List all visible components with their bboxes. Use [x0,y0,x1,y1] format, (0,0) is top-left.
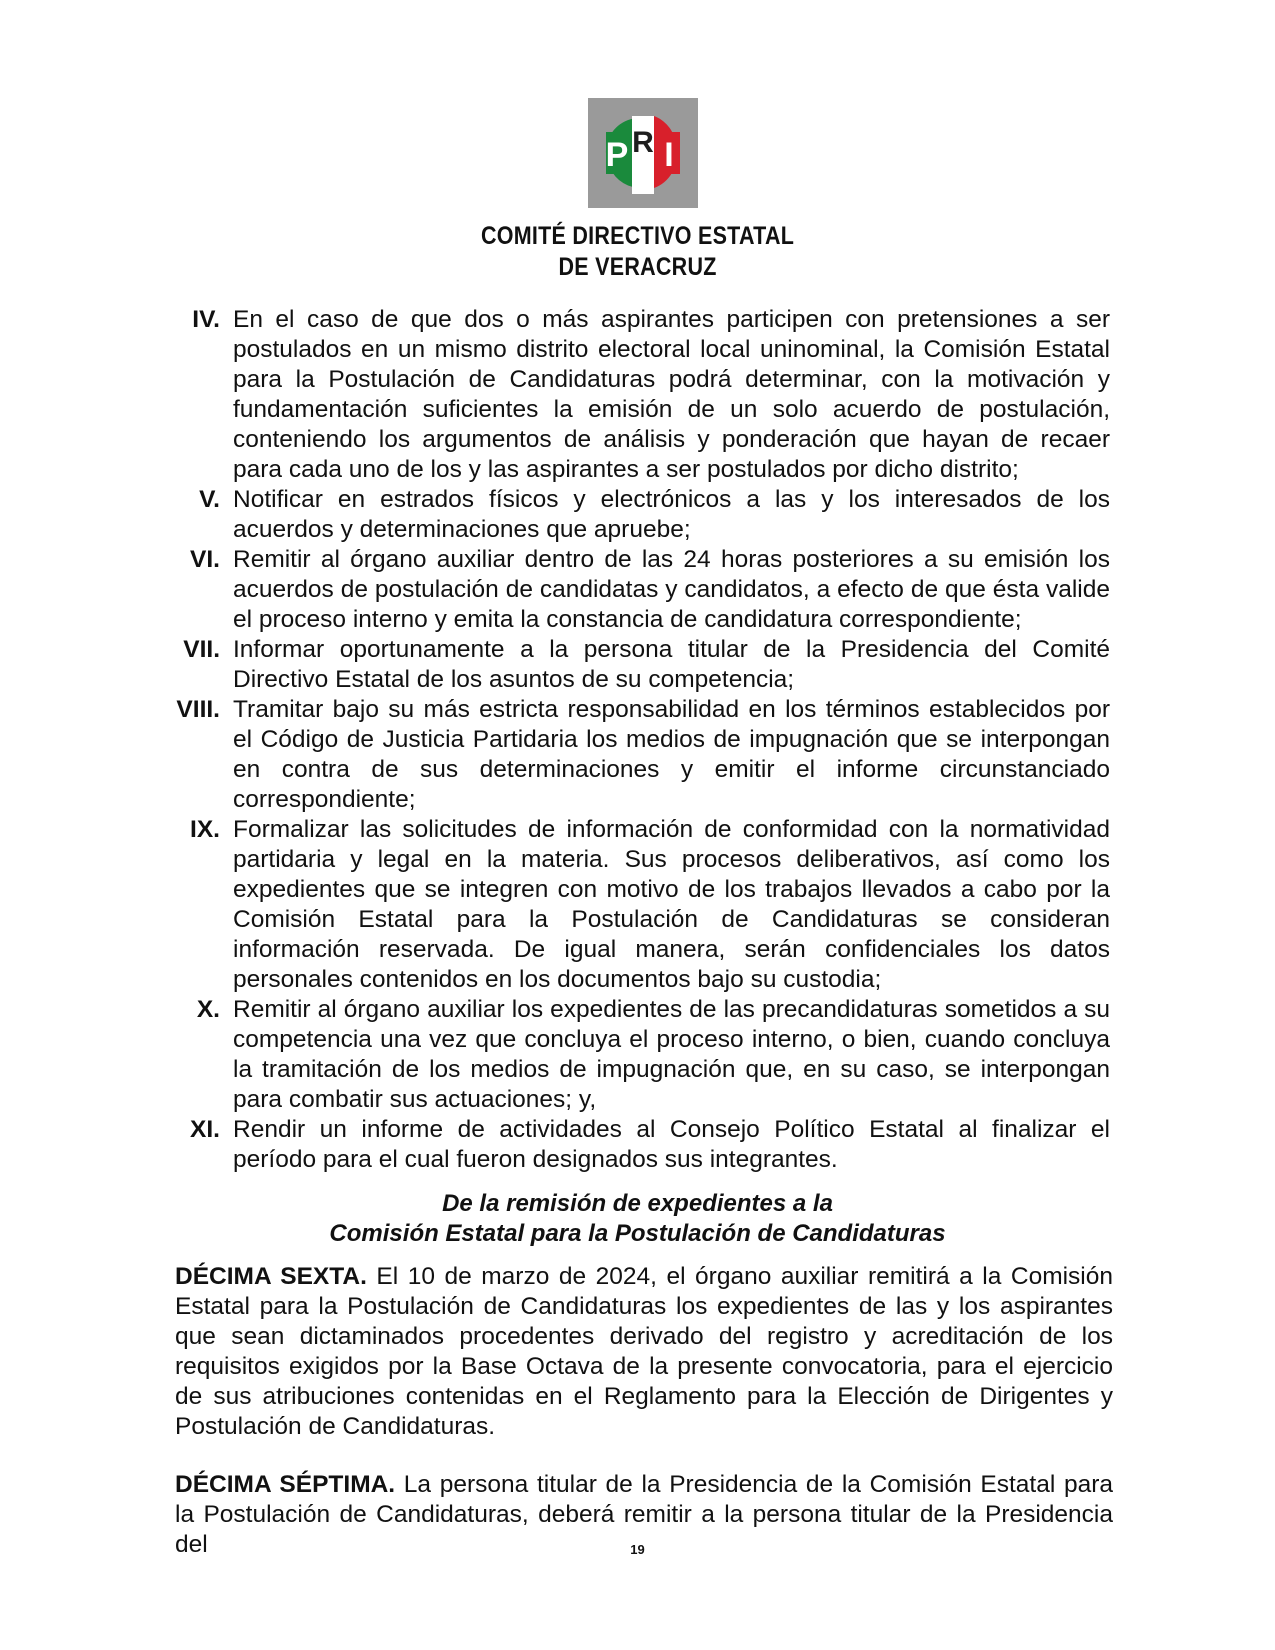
list-item-text: En el caso de que dos o más aspirantes participen con pretensiones a ser postulados en un mismo distrito electoral local uninominal, la Comisión Estatal para la Postulación de Candidaturas podrá determinar, con la motivación y fundamentación suficientes la emisión de un solo acuerdo de postulación, conteniendo los argumentos de análisis y ponderación que hayan de recaer para cada uno de los y las aspirantes a ser postulados por dicho distrito; [233,306,1110,483]
list-item-text: Formalizar las solicitudes de información de conformidad con la normatividad partidaria y legal en la materia. Sus procesos deliberativos, así como los expedientes que se integren con motivo de los trabajos llevados a cabo por la Comisión Estatal para la Postulación de Candidaturas se consideran información reservada. De igual manera, serán confidenciales los datos personales contenidos en los documentos bajo su custodia; [233,816,1110,993]
clause-text: El 10 de marzo de 2024, el órgano auxiliar remitirá a la Comisión Estatal para la Postulación de Candidaturas los expedientes de las y los aspirantes que sean dictaminados procedentes derivado del registro y acreditación de los requisitos exigidos por la Base Octava de la presente convocatoria, para el ejercicio de sus atribuciones contenidas en el Reglamento para la Elección de Dirigentes y Postulación de Candidaturas. [175,1263,1113,1440]
list-item [170,815,1110,995]
svg-text:R: R [632,126,654,159]
list-item-number: VI. [190,546,220,573]
section-heading-line1: De la remisión de expedientes a la [442,1190,833,1217]
list-item [170,305,1110,485]
list-item-number: XI. [190,1116,220,1143]
clause-paragraph [175,1262,1113,1442]
clause-label: DÉCIMA SÉPTIMA. [175,1471,396,1498]
list-item-number: IX. [190,816,220,843]
list-item [170,995,1110,1115]
list-item [170,695,1110,815]
list-item-number: VIII. [176,696,220,723]
list-item-number: VII. [183,636,220,663]
list-item [170,485,1110,545]
page-number: 19 [630,1542,645,1557]
svg-text:P: P [605,136,629,174]
clause-text: La persona titular de la Presidencia de la Comisión Estatal para la Postulación de Candidaturas, deberá remitir a la persona titular de la Presidencia del [175,1471,1114,1558]
list-item-number: X. [196,996,220,1023]
list-item-text: Remitir al órgano auxiliar los expedientes de las precandidaturas sometidos a su competencia una vez que concluya el proceso interno, o bien, cuando concluya la tramitación de los medios de impugnación que, en su caso, se interpongan para combatir sus actuaciones; y, [233,996,1110,1113]
list-item-number: V. [199,486,220,513]
list-item-text: Tramitar bajo su más estricta responsabilidad en los términos establecidos por el Código de Justicia Partidaria los medios de impugnación que se interpongan en contra de sus determinaciones y emitir el informe circunstanciado correspondiente; [233,696,1110,813]
list-item-text: Remitir al órgano auxiliar dentro de las 24 horas posteriores a su emisión los acuerdos de postulación de candidatas y candidatos, a efecto de que ésta valide el proceso interno y emita la constancia de candidatura correspondiente; [233,546,1110,633]
section-heading [0,1189,1275,1249]
list-item [170,635,1110,695]
section-heading-line2: Comisión Estatal para la Postulación de Candidaturas [329,1220,946,1247]
attributions-list [170,305,1110,1175]
list-item-text: Notificar en estrados físicos y electrónicos a las y los interesados de los acuerdos y determinaciones que apruebe; [233,486,1110,543]
list-item-text: Informar oportunamente a la persona titular de la Presidencia del Comité Directivo Estatal de los asuntos de su competencia; [233,636,1110,693]
list-item [170,1115,1110,1175]
org-name-line1: COMITÉ DIRECTIVO ESTATAL [480,222,795,250]
svg-text:I: I [664,136,674,174]
list-item [170,545,1110,635]
clause-label: DÉCIMA SEXTA. [175,1263,367,1290]
org-name-line2: DE VERACRUZ [558,253,717,281]
pri-logo [588,98,698,208]
list-item-number: IV. [192,306,220,333]
list-item-text: Rendir un informe de actividades al Consejo Político Estatal al finalizar el período para el cual fueron designados sus integrantes. [233,1116,1110,1173]
